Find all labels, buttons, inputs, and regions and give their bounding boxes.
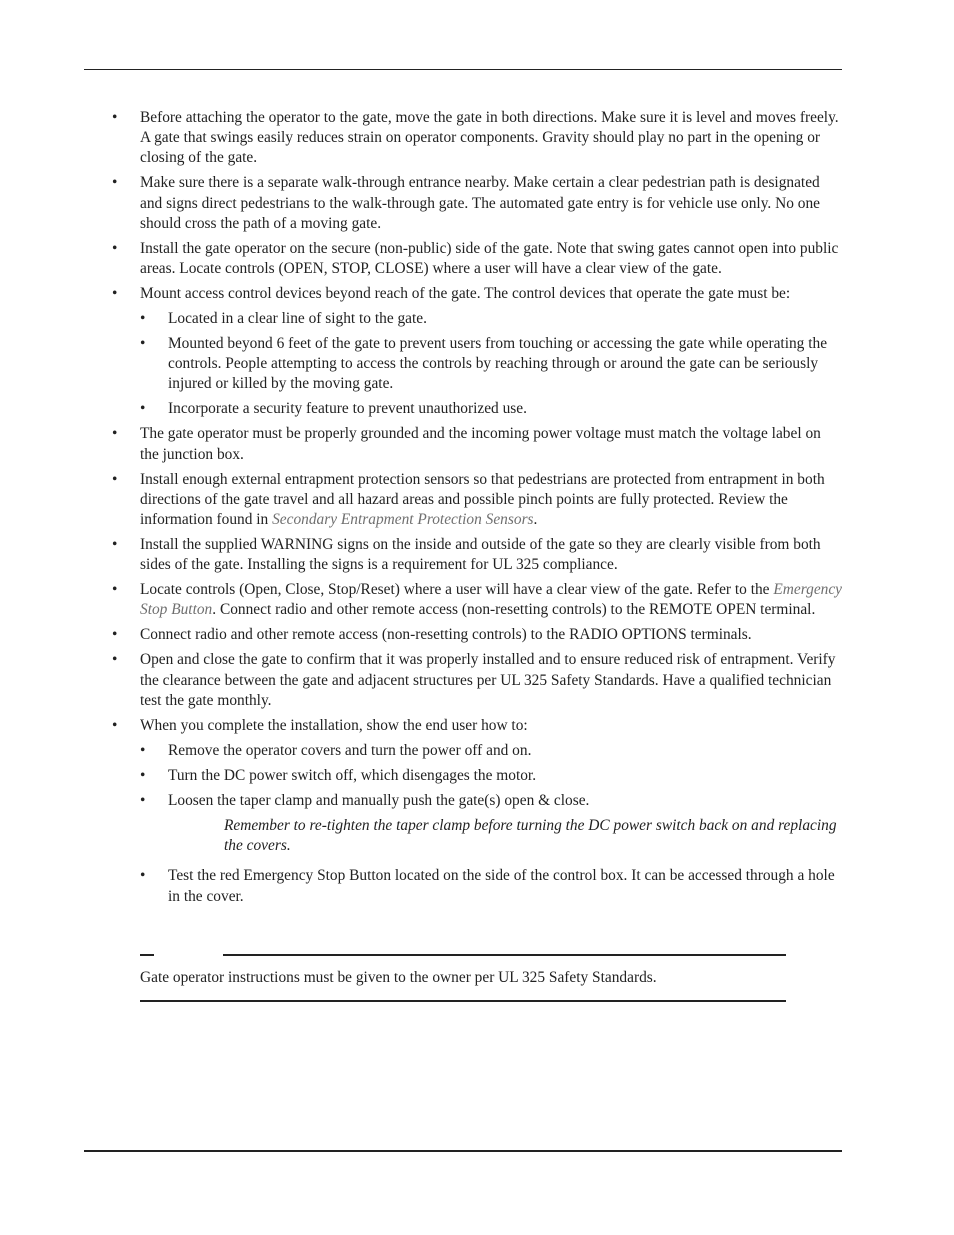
list-item-text-end: . Connect radio and other remote access (non-resetting controls) to the REMOTE OPEN terminal. bbox=[212, 601, 816, 619]
list-item-text-end: . bbox=[533, 511, 538, 529]
list-item-text: Mount access control devices beyond reach of the gate. The control devices that operate the gate must be: bbox=[140, 285, 791, 303]
sub-list-item: • Mounted beyond 6 feet of the gate to prevent users from touching or accessing the gate while operating the controls. People attempting to access the controls by reaching through or around the gate can be seriously injured or killed by the moving gate. bbox=[140, 334, 842, 395]
list-item: • Connect radio and other remote access (non-resetting controls) to the RADIO OPTIONS terminals. bbox=[112, 625, 842, 645]
list-item-text: Locate controls (Open, Close, Stop/Reset) where a user will have a clear view of the gate. Refer to the bbox=[140, 581, 774, 599]
list-item: • Before attaching the operator to the gate, move the gate in both directions. Make sure it is level and moves freely. A gate that swings easily reduces strain on operator components. Gravity should play no part in the opening or closing of the gate. bbox=[112, 108, 842, 169]
callout-top-rule bbox=[223, 954, 786, 956]
sub-list-item: • Incorporate a security feature to prevent unauthorized use. bbox=[140, 399, 842, 419]
list-item: • Make sure there is a separate walk-through entrance nearby. Make certain a clear pedestrian path is designated and signs direct pedestrians to the walk-through gate. The automated gate entry is for vehicle use only. No one should cross the path of a moving gate. bbox=[112, 173, 842, 234]
sub-list-item: • Turn the DC power switch off, which disengages the motor. bbox=[140, 766, 842, 786]
header-rule bbox=[84, 69, 842, 70]
list-item: • The gate operator must be properly grounded and the incoming power voltage must match the voltage label on the junction box. bbox=[112, 424, 842, 464]
list-item bbox=[112, 284, 842, 420]
callout-text: Gate operator instructions must be given to the owner per UL 325 Safety Standards. bbox=[140, 969, 657, 986]
list-item: • Open and close the gate to confirm that it was properly installed and to ensure reduced risk of entrapment. Verify the clearance between the gate and adjacent structures per UL 325 Safety Standards. Have a qualified technician test the gate monthly. bbox=[112, 650, 842, 711]
sub-list-item: • Loosen the taper clamp and manually push the gate(s) open & close. bbox=[140, 791, 842, 811]
secondary-entrapment-link[interactable]: Secondary Entrapment Protection Sensors bbox=[272, 511, 534, 529]
sub-list-item: • Located in a clear line of sight to the gate. bbox=[140, 309, 842, 329]
list-item bbox=[112, 580, 842, 620]
sub-list-item: • Test the red Emergency Stop Button located on the side of the control box. It can be accessed through a hole in the cover. bbox=[140, 866, 842, 906]
list-item-text: When you complete the installation, show the end user how to: bbox=[140, 716, 528, 734]
list-item: • Install the gate operator on the secure (non-public) side of the gate. Note that swing gates cannot open into public areas. Locate controls (OPEN, STOP, CLOSE) where a user will have a clear view of the gate. bbox=[112, 239, 842, 279]
sub-list-item: • Remove the operator covers and turn the power off and on. bbox=[140, 741, 842, 761]
italic-note: Remember to re-tighten the taper clamp before turning the DC power switch back on and replacing the covers. bbox=[224, 817, 837, 855]
callout-bottom-rule bbox=[140, 1000, 786, 1002]
list-item bbox=[112, 470, 842, 531]
footer-rule bbox=[84, 1150, 842, 1152]
access-control-sublist bbox=[140, 309, 842, 420]
end-user-sublist bbox=[140, 741, 842, 811]
list-item: • Install the supplied WARNING signs on the inside and outside of the gate so they are clearly visible from both sides of the gate. Installing the signs is a requirement for UL 325 compliance. bbox=[112, 535, 842, 575]
bullet-list bbox=[112, 108, 842, 907]
emergency-stop-link[interactable]: Emergency Stop Button bbox=[140, 581, 843, 619]
safety-instructions bbox=[112, 108, 842, 912]
end-user-sublist-continued bbox=[140, 866, 842, 906]
list-item-text: Install enough external entrapment protection sensors so that pedestrians are protected from entrapment in both directions of the gate travel and all hazard areas and possible pinch points are fully protected. Review the information found in bbox=[140, 470, 825, 529]
callout-short-rule bbox=[140, 954, 154, 956]
list-item bbox=[112, 716, 842, 907]
